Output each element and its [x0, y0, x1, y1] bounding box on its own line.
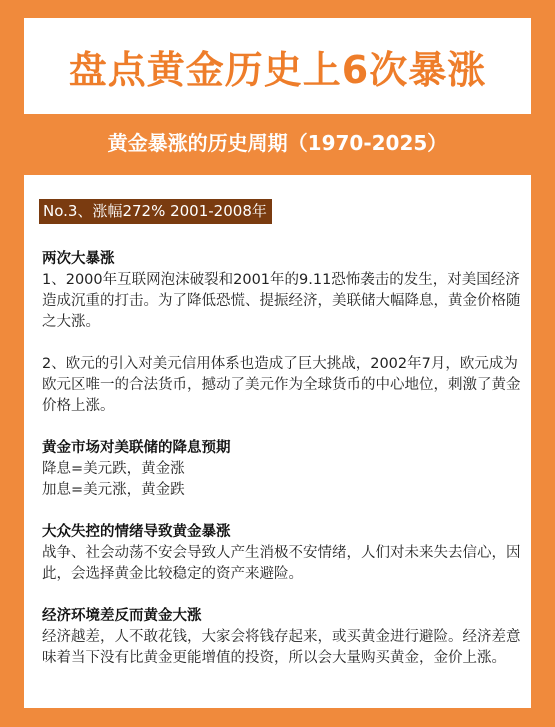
- paragraph: 战争、社会动荡不安会导致人产生消极不安情绪，人们对未来失去信心，因此，会选择黄金比较稳定的资产来避险。: [42, 545, 521, 582]
- page-title: 盘点黄金历史上6次暴涨: [68, 47, 487, 92]
- section-rate-expectation: [42, 438, 524, 501]
- paragraph: 降息=美元跌，黄金涨: [42, 461, 185, 477]
- paragraph: 2、欧元的引入对美元信用体系也造成了巨大挑战，2002年7月，欧元成为欧元区唯一的合法货币，撼动了美元作为全球货币的中心地位，刺激了黄金价格上涨。: [42, 356, 521, 414]
- paragraph: 加息=美元涨，黄金跌: [42, 482, 185, 498]
- paragraph: 1、2000年互联网泡沫破裂和2001年的9.11恐怖袭击的发生，对美国经济造成沉重的打击。为了降低恐慌、提振经济，美联储大幅降息，黄金价格随之大涨。: [42, 272, 521, 330]
- section-title: 两次大暴涨: [42, 251, 115, 267]
- article-body: [42, 249, 524, 690]
- section-title: 大众失控的情绪导致黄金暴涨: [42, 524, 231, 540]
- section-public-emotion: [42, 522, 524, 585]
- content-panel: [24, 175, 531, 708]
- section-title: 黄金市场对美联储的降息预期: [42, 440, 231, 456]
- title-banner: [24, 18, 531, 114]
- section-weak-economy: [42, 606, 524, 669]
- paragraph: 经济越差，人不敢花钱，大家会将钱存起来，或买黄金进行避险。经济差意味着当下没有比黄金更能增值的投资，所以会大量购买黄金，金价上涨。: [42, 629, 521, 666]
- section-two-surges: [42, 249, 524, 417]
- period-tag: No.3、涨幅272% 2001-2008年: [39, 199, 272, 224]
- page-subtitle: 黄金暴涨的历史周期（1970-2025）: [107, 130, 448, 155]
- section-title: 经济环境差反而黄金大涨: [42, 608, 202, 624]
